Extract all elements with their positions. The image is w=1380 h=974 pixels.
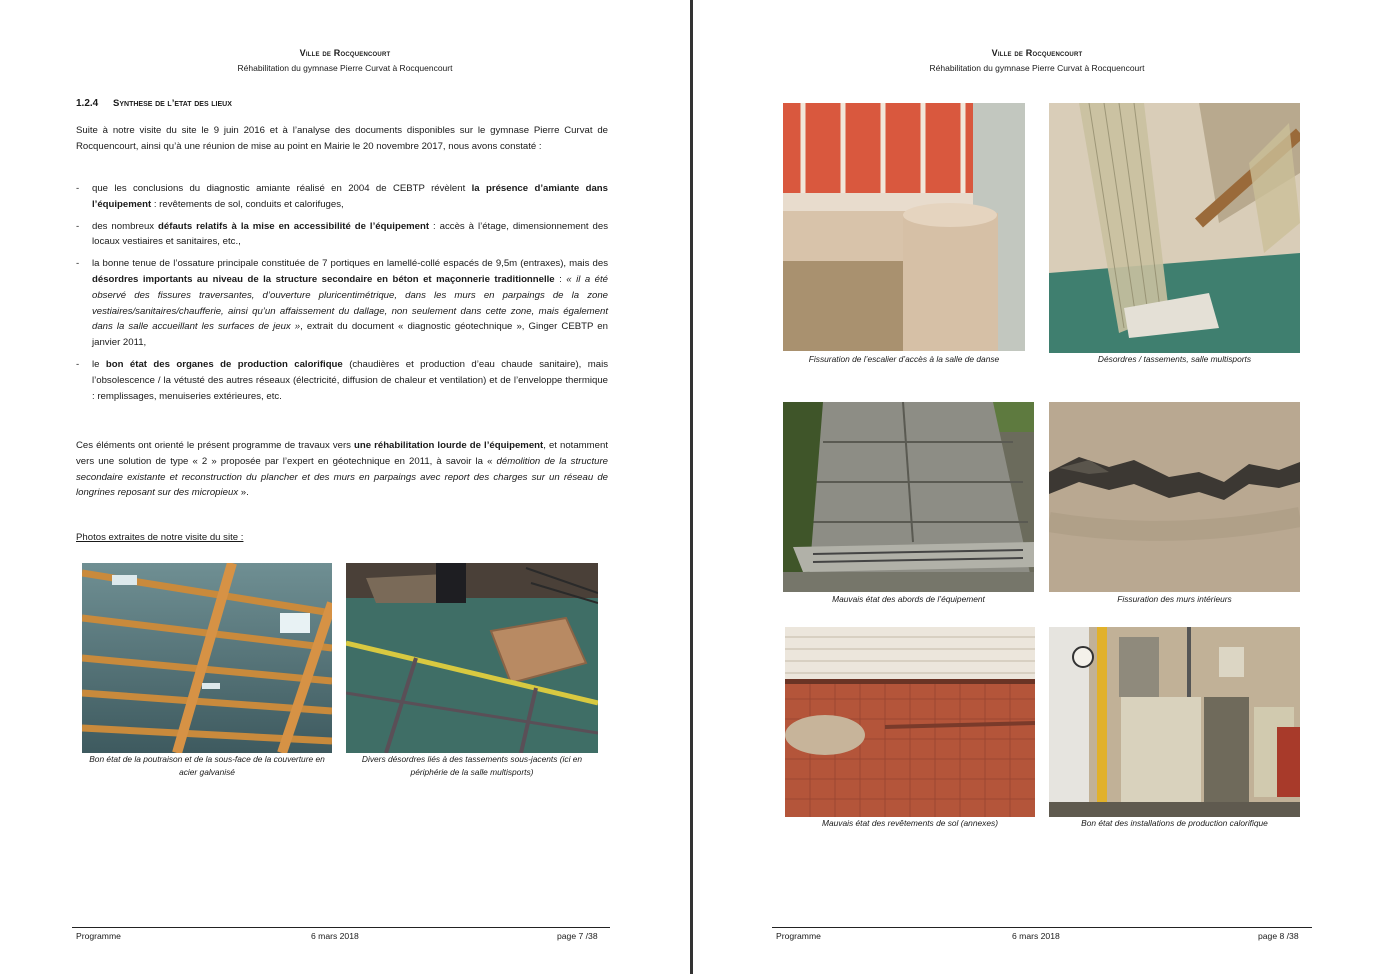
header-subtitle: Réhabilitation du gymnase Pierre Curvat à Rocquencourt bbox=[237, 63, 453, 73]
photo-floor-damage bbox=[346, 563, 598, 753]
footer-date: 6 mars 2018 bbox=[311, 931, 359, 941]
section-number: 1.2.4 bbox=[76, 98, 99, 109]
footer-date: 6 mars 2018 bbox=[1012, 931, 1060, 941]
footer-page-number: page 8 /38 bbox=[1258, 931, 1299, 941]
list-item: - la bonne tenue de l’ossature principale constituée de 7 portiques en lamellé-collé espacés de 9,5m (entraxes), mais des désordres importants au niveau de la structure secondaire en béton et maçonnerie traditionnelle : « il a été observé des fissures traversantes, d’ouverture pluricentimétrique, dans les murs en parpaings de la zone vestiaires/sanitaires/chaufferie, ainsi qu’un affaissement du dallage, non seulement dans cette zone, mais également dans la salle accueillant les surfaces de jeux », extrait du document « diagnostic géotechnique », Ginger CEBTP en janvier 2011, bbox=[76, 256, 608, 351]
photos-title: Photos extraites de notre visite du site : bbox=[76, 532, 244, 543]
section-heading bbox=[76, 98, 232, 109]
photo-heating-installations bbox=[1049, 627, 1300, 817]
photo-interior-wall-crack bbox=[1049, 402, 1300, 592]
conclusion-paragraph: Ces éléments ont orienté le présent programme de travaux vers une réhabilitation lourde de l’équipement, et notamment vers une solution de type « 2 » proposée par l’expert en géotechnique en 2011, à savoir la « démolition de la structure secondaire existante et reconstruction du plancher et des murs en parpaings avec report des charges sur un réseau de longrines reposant sur des micropieux ». bbox=[76, 440, 608, 499]
header-city: Ville de Rocquencourt bbox=[991, 48, 1083, 58]
caption-photo-7: Mauvais état des revêtements de sol (annexes) bbox=[822, 818, 998, 828]
footer-rule bbox=[72, 927, 610, 928]
footer-page-number: page 7 /38 bbox=[557, 931, 598, 941]
caption-photo-8: Bon état des installations de production calorifique bbox=[1081, 818, 1268, 828]
photo-exterior-surroundings bbox=[783, 402, 1034, 592]
footer-label: Programme bbox=[776, 931, 821, 941]
photo-sports-hall-subsidence bbox=[1049, 103, 1300, 353]
caption-photo-5: Mauvais état des abords de l’équipement bbox=[832, 594, 985, 604]
footer-rule bbox=[772, 927, 1312, 928]
caption-photo-6: Fissuration des murs intérieurs bbox=[1117, 594, 1232, 604]
header-subtitle: Réhabilitation du gymnase Pierre Curvat à Rocquencourt bbox=[929, 63, 1145, 73]
page-divider bbox=[690, 0, 693, 974]
photo-floor-covering bbox=[785, 627, 1035, 817]
caption-photo-3: Fissuration de l’escalier d’accès à la salle de danse bbox=[808, 354, 1000, 364]
list-item: - le bon état des organes de production calorifique (chaudières et production d’eau chaude sanitaire), mais l’obsolescence / la vétusté des autres réseaux (électricité, diffusion de chaleur et ventilation) et de l’enveloppe thermique : remplissages, menuiseries extérieures, etc. bbox=[76, 357, 608, 404]
section-title: Synthese de l’etat des lieux bbox=[113, 98, 232, 109]
page-8 bbox=[694, 0, 1380, 974]
caption-photo-2: Divers désordres liés à des tassements sous-jacents (ici en périphérie de la salle multisports) bbox=[361, 754, 583, 777]
photo-staircase-crack bbox=[783, 103, 1025, 351]
caption-photo-4: Désordres / tassements, salle multisports bbox=[1097, 354, 1252, 364]
findings-list bbox=[76, 181, 608, 410]
header-city: Ville de Rocquencourt bbox=[299, 48, 391, 58]
footer-label: Programme bbox=[76, 931, 121, 941]
list-item: - des nombreux défauts relatifs à la mise en accessibilité de l’équipement : accès à l’étage, dimensionnement des locaux vestiaires et sanitaires, etc., bbox=[76, 219, 608, 251]
caption-photo-1: Bon état de la poutraison et de la sous-face de la couverture en acier galvanisé bbox=[89, 754, 325, 777]
intro-paragraph: Suite à notre visite du site le 9 juin 2016 et à l’analyse des documents disponibles sur le gymnase Pierre Curvat de Rocquencourt, ainsi qu’à une réunion de mise au point en Mairie le 20 novembre 2017, nous avons constaté : bbox=[76, 125, 608, 152]
list-item: - que les conclusions du diagnostic amiante réalisé en 2004 de CEBTP révèlent la présence d’amiante dans l’équipement : revêtements de sol, conduits et calorifuges, bbox=[76, 181, 608, 213]
photo-roof-structure bbox=[82, 563, 332, 753]
